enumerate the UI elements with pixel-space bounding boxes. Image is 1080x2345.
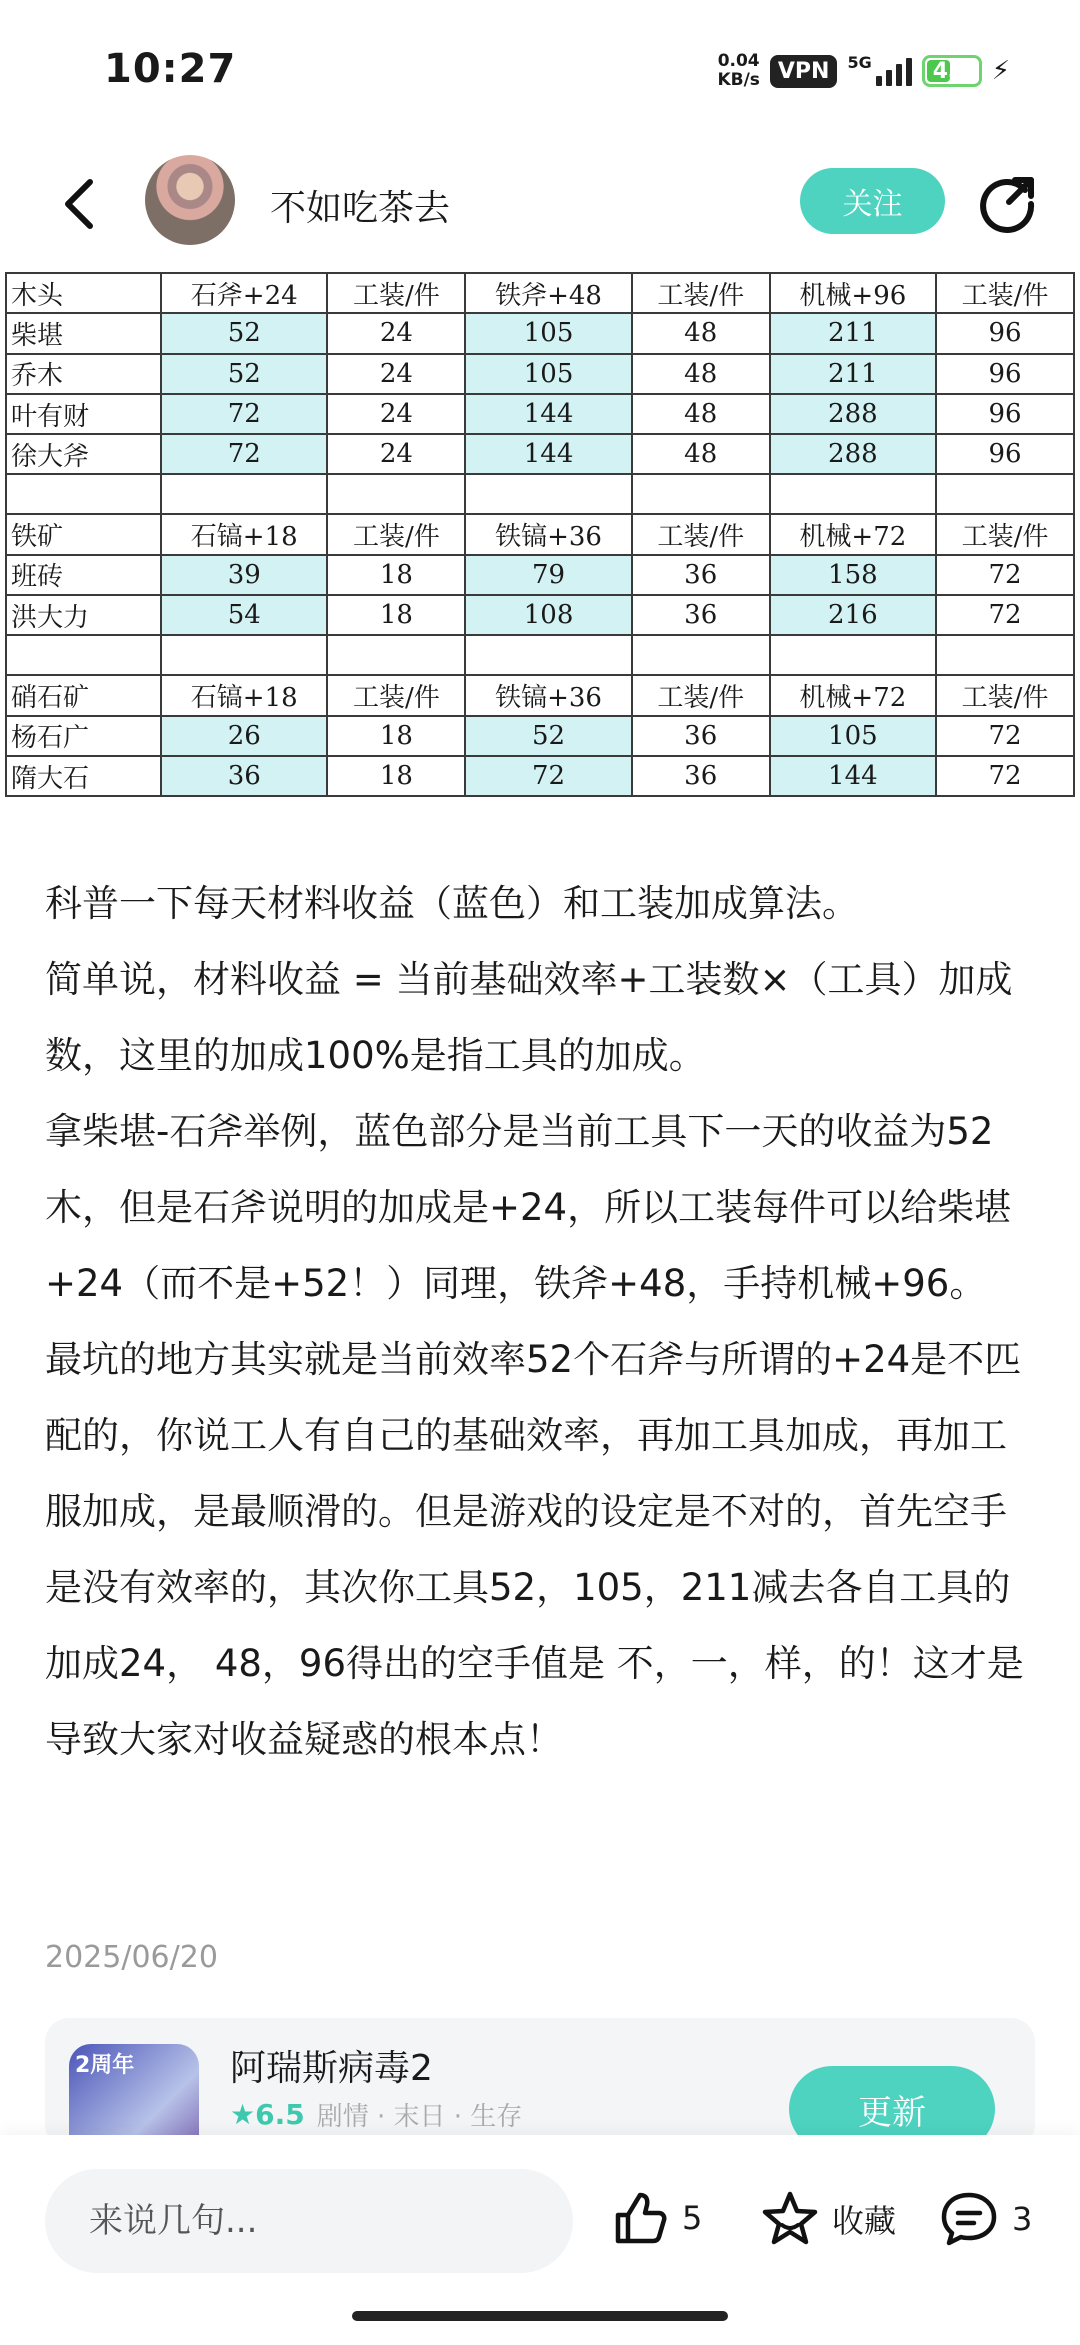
table-cell (327, 635, 465, 675)
table-row (6, 434, 1074, 474)
vpn-badge: VPN (770, 55, 838, 88)
game-rating: ★6.5 (230, 2098, 305, 2131)
table-cell: 72 (161, 434, 327, 474)
table-row-label: 洪大力 (6, 595, 161, 635)
table-cell: 39 (161, 555, 327, 595)
table-row (6, 555, 1074, 595)
table-cell (6, 474, 161, 514)
table-cell: 158 (770, 555, 936, 595)
table-cell (6, 635, 161, 675)
game-score: 6.5 (255, 2098, 305, 2131)
table-cell: 36 (632, 555, 770, 595)
table-cell: 石斧+24 (161, 273, 327, 313)
table-cell: 72 (161, 394, 327, 434)
table-cell: 72 (936, 716, 1074, 756)
network-speed-unit: KB/s (717, 70, 760, 90)
game-meta (230, 2096, 522, 2133)
game-card[interactable] (45, 2018, 1035, 2148)
table-cell: 工装/件 (632, 273, 770, 313)
table-row-label: 叶有财 (6, 394, 161, 434)
table-cell: 工装/件 (632, 514, 770, 554)
table-cell: 96 (936, 394, 1074, 434)
game-icon-tag: 2周年 (75, 2053, 135, 2078)
follow-button[interactable]: 关注 (800, 168, 945, 234)
table-row-label: 隋大石 (6, 756, 161, 796)
table-cell (161, 474, 327, 514)
table-row-label: 乔木 (6, 354, 161, 394)
table-cell: 工装/件 (936, 675, 1074, 715)
back-button[interactable] (50, 174, 110, 234)
battery-level: 45 (932, 58, 964, 84)
username[interactable]: 不如吃茶去 (270, 188, 451, 229)
network-speed (717, 52, 759, 90)
table-cell: 工装/件 (327, 514, 465, 554)
bottom-action-bar (0, 2135, 1080, 2345)
table-cell (632, 635, 770, 675)
table-cell: 105 (465, 313, 631, 353)
table-cell: 工装/件 (327, 675, 465, 715)
avatar[interactable] (145, 155, 235, 245)
table-row (6, 716, 1074, 756)
table-cell: 216 (770, 595, 936, 635)
table-cell: 36 (632, 716, 770, 756)
table-row-label: 硝石矿 (6, 675, 161, 715)
table-cell (770, 474, 936, 514)
table-cell: 96 (936, 434, 1074, 474)
table-cell (632, 474, 770, 514)
table-cell: 96 (936, 313, 1074, 353)
table-cell (327, 474, 465, 514)
comment-icon (938, 2189, 1000, 2249)
table-cell: 105 (770, 716, 936, 756)
favorite-label: 收藏 (832, 2202, 897, 2240)
post-paragraph: 最坑的地方其实就是当前效率52个石斧与所谓的+24是不匹配的，你说工人有自己的基础效率，再加工具加成，再加工服加成，是最顺滑的。但是游戏的设定是不对的，首先空手是没有效率的，其次你工具52，105，211减去各自工具的加成24， 48，96得出的空手值是 不，一，样，的！这才是导致大家对收益疑惑的根本点！ (45, 1338, 1024, 1761)
table-cell: 石镐+18 (161, 514, 327, 554)
status-time: 10:27 (104, 46, 237, 92)
table-row-label: 木头 (6, 273, 161, 313)
table-cell: 52 (161, 354, 327, 394)
table-cell: 铁斧+48 (465, 273, 631, 313)
table-cell: 288 (770, 434, 936, 474)
table-cell: 288 (770, 394, 936, 434)
table-row-label: 班砖 (6, 555, 161, 595)
table-row (6, 595, 1074, 635)
table-cell: 96 (936, 354, 1074, 394)
table-cell: 72 (936, 595, 1074, 635)
network-speed-value: 0.04 (717, 51, 760, 71)
table-cell: 铁镐+36 (465, 514, 631, 554)
table-cell: 144 (465, 394, 631, 434)
table-row-label: 铁矿 (6, 514, 161, 554)
table-header-row (6, 273, 1074, 313)
table-row-label: 柴堪 (6, 313, 161, 353)
table-cell: 18 (327, 716, 465, 756)
update-button[interactable]: 更新 (789, 2066, 995, 2148)
table-cell (465, 474, 631, 514)
star-icon (760, 2189, 820, 2249)
table-row-label: 杨石广 (6, 716, 161, 756)
table-cell: 工装/件 (632, 675, 770, 715)
table-row (6, 313, 1074, 353)
table-cell (936, 474, 1074, 514)
income-table (5, 272, 1075, 797)
table-cell (465, 635, 631, 675)
table-cell: 24 (327, 313, 465, 353)
table-cell: 52 (161, 313, 327, 353)
table-cell: 72 (936, 756, 1074, 796)
table-cell: 108 (465, 595, 631, 635)
table-cell: 工装/件 (936, 514, 1074, 554)
table-cell: 石镐+18 (161, 675, 327, 715)
table-cell: 36 (632, 595, 770, 635)
thumbs-up-icon (612, 2189, 670, 2247)
comment-input[interactable] (45, 2169, 573, 2273)
table-cell: 36 (161, 756, 327, 796)
comment-count: 3 (1012, 2200, 1033, 2238)
table-cell: 211 (770, 354, 936, 394)
table-cell: 工装/件 (327, 273, 465, 313)
post-paragraph: 拿柴堪-石斧举例，蓝色部分是当前工具下一天的收益为52木，但是石斧说明的加成是+24，所以工装每件可以给柴堪+24（而不是+52！）同理，铁斧+48，手持机械+96。 (45, 1110, 1012, 1305)
table-row (6, 354, 1074, 394)
home-indicator[interactable] (352, 2311, 728, 2321)
post-body (45, 866, 1035, 1778)
table-row-label: 徐大斧 (6, 434, 161, 474)
table-spacer-row (6, 474, 1074, 514)
table-cell (936, 635, 1074, 675)
table-row (6, 756, 1074, 796)
table-cell: 211 (770, 313, 936, 353)
status-bar (0, 0, 1080, 150)
charging-icon: ⚡ (991, 56, 1010, 86)
post-header (0, 150, 1080, 260)
status-indicators (717, 52, 1010, 90)
table-header-row (6, 514, 1074, 554)
table-cell: 18 (327, 756, 465, 796)
table-cell: 26 (161, 716, 327, 756)
table-cell: 54 (161, 595, 327, 635)
game-icon (69, 2044, 199, 2148)
table-cell: 24 (327, 354, 465, 394)
game-title: 阿瑞斯病毒2 (230, 2048, 433, 2089)
table-cell: 105 (465, 354, 631, 394)
table-cell: 机械+72 (770, 675, 936, 715)
table-cell: 工装/件 (936, 273, 1074, 313)
game-tags: 剧情 · 末日 · 生存 (316, 2102, 523, 2132)
table-cell: 72 (936, 555, 1074, 595)
table-cell: 79 (465, 555, 631, 595)
table-spacer-row (6, 635, 1074, 675)
table-cell: 24 (327, 434, 465, 474)
signal-icon (847, 53, 911, 86)
table-cell: 48 (632, 394, 770, 434)
table-cell: 72 (465, 756, 631, 796)
like-count: 5 (682, 2199, 703, 2237)
table-cell (770, 635, 936, 675)
table-cell (161, 635, 327, 675)
table-header-row (6, 675, 1074, 715)
share-button[interactable] (975, 170, 1039, 234)
table-cell: 144 (465, 434, 631, 474)
table-cell: 52 (465, 716, 631, 756)
table-cell: 144 (770, 756, 936, 796)
post-paragraph: 科普一下每天材料收益（蓝色）和工装加成算法。 (45, 882, 859, 925)
table-cell: 18 (327, 555, 465, 595)
post-date: 2025/06/20 (45, 1940, 218, 1975)
table-cell: 48 (632, 313, 770, 353)
table-cell: 48 (632, 354, 770, 394)
share-icon (975, 170, 1039, 234)
table-cell: 24 (327, 394, 465, 434)
table-cell: 机械+96 (770, 273, 936, 313)
table-cell: 48 (632, 434, 770, 474)
table-cell: 36 (632, 756, 770, 796)
like-button[interactable] (612, 2189, 702, 2247)
back-arrow-icon (60, 176, 100, 232)
table-cell: 机械+72 (770, 514, 936, 554)
table-row (6, 394, 1074, 434)
comment-button[interactable] (938, 2189, 1032, 2249)
table-cell: 18 (327, 595, 465, 635)
battery-icon (922, 55, 982, 87)
post-paragraph: 简单说，材料收益 = 当前基础效率+工装数×（工具）加成数，这里的加成100%是指工具的加成。 (45, 958, 1013, 1077)
favorite-button[interactable] (760, 2189, 896, 2249)
table-cell: 铁镐+36 (465, 675, 631, 715)
signal-label: 5G (847, 53, 872, 72)
